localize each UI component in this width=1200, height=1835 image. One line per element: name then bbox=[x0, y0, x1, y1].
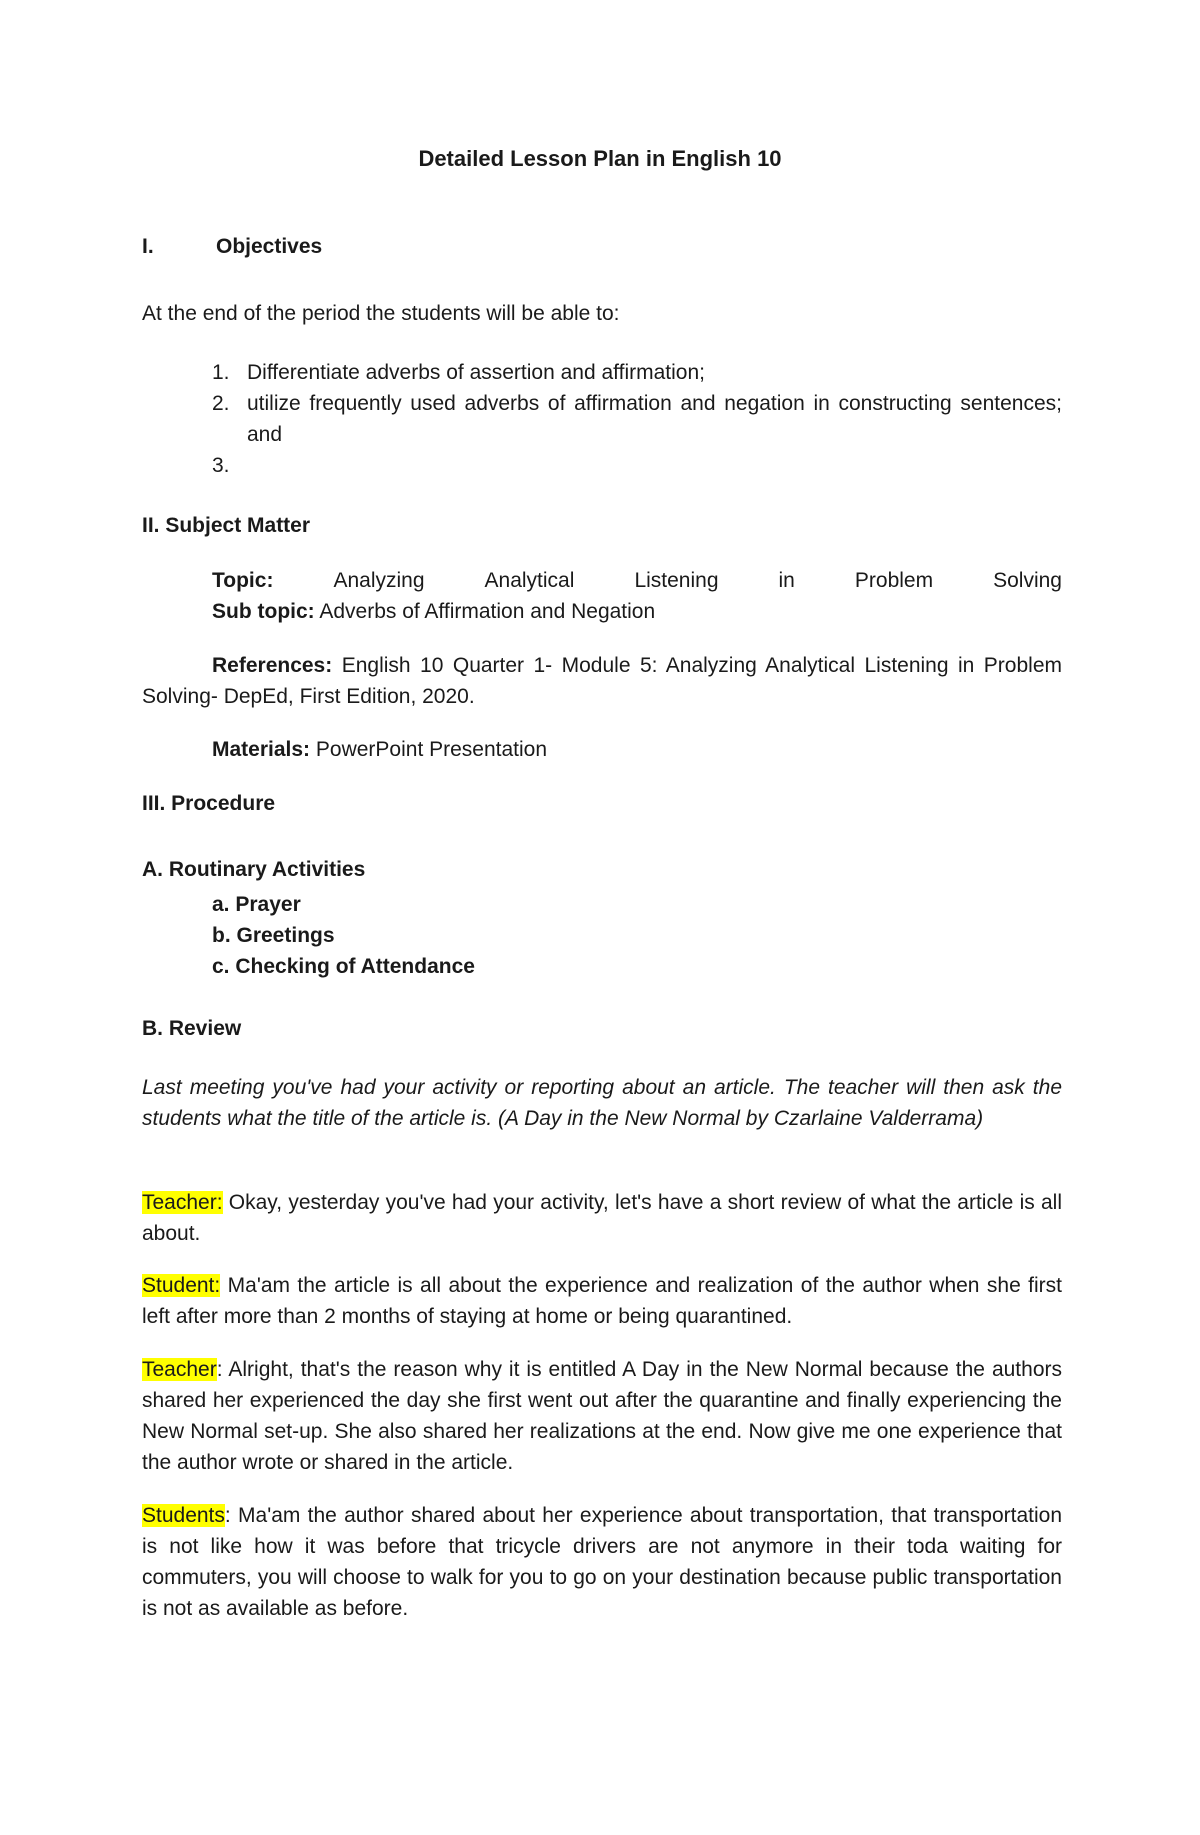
objective-item-text: Differentiate adverbs of assertion and affirmation; bbox=[247, 361, 705, 384]
subtopic-value: Adverbs of Affirmation and Negation bbox=[319, 600, 656, 623]
routinary-item-attendance: c. Checking of Attendance bbox=[212, 955, 475, 978]
review-heading: B. Review bbox=[142, 1017, 242, 1040]
review-intro: Last meeting you've had your activity or reporting about an article. The teacher will then ask the students what the title of the article is. (A Day in the New Normal by Czarlaine Valderrama) bbox=[142, 1076, 1062, 1130]
topic-word: Analyzing bbox=[333, 569, 425, 592]
speaker-highlight: Teacher bbox=[142, 1358, 217, 1381]
objective-item-number: 1. bbox=[212, 361, 230, 384]
objectives-heading bbox=[142, 231, 1062, 262]
materials-value: PowerPoint Presentation bbox=[315, 738, 548, 761]
speaker-highlight: Students bbox=[142, 1504, 225, 1527]
dialogue-text: Okay, yesterday you've had your activity, let's have a short review of what the article is all about. bbox=[142, 1191, 1062, 1245]
dialogue-teacher-1 bbox=[142, 1187, 1062, 1249]
topic-word: Solving bbox=[993, 569, 1062, 592]
dialogue-teacher-2 bbox=[142, 1354, 1062, 1478]
subtopic-label: Sub topic: bbox=[212, 600, 315, 623]
objective-item-text: utilize frequently used adverbs of affirmation and negation in constructing sentences; and bbox=[247, 392, 1062, 446]
topic-word: Listening bbox=[634, 569, 719, 592]
dialogue-text: : Alright, that's the reason why it is entitled A Day in the New Normal because the authors shared her experienced the day she first went out after the quarantine and finally experiencing the New Normal set-up. She also shared her realizations at the end. Now give me one experience that the author wrote or shared in the article. bbox=[142, 1358, 1062, 1474]
procedure-heading: III. Procedure bbox=[142, 792, 276, 815]
subject-matter-heading: II. Subject Matter bbox=[142, 514, 311, 537]
objectives-numeral: I. bbox=[142, 235, 154, 258]
references-label: References: bbox=[212, 654, 333, 677]
objective-item-number: 3. bbox=[212, 454, 230, 477]
objective-item-2 bbox=[212, 388, 1062, 450]
dialogue-text: Ma'am the article is all about the experience and realization of the author when she first left after more than 2 months of staying at home or being quarantined. bbox=[142, 1274, 1062, 1328]
routinary-item-greetings: b. Greetings bbox=[212, 924, 335, 947]
objectives-heading-text: Objectives bbox=[216, 235, 323, 258]
topic-word: Analytical bbox=[484, 569, 575, 592]
dialogue-student-1 bbox=[142, 1270, 1062, 1332]
subtopic-line bbox=[212, 596, 1062, 627]
speaker-highlight: Teacher: bbox=[142, 1191, 223, 1214]
routinary-item-prayer: a. Prayer bbox=[212, 893, 301, 916]
routinary-heading: A. Routinary Activities bbox=[142, 858, 366, 881]
objectives-intro: At the end of the period the students will be able to: bbox=[142, 302, 620, 325]
materials-line bbox=[212, 734, 1062, 765]
materials-label: Materials: bbox=[212, 738, 311, 761]
dialogue-text: : Ma'am the author shared about her experience about transportation, that transportation is not like how it was before that tricycle drivers are not anymore in their toda waiting for commuters, you will choose to walk for you to go on your destination because public transportation is not as available as before. bbox=[142, 1504, 1062, 1620]
topic-label: Topic: bbox=[212, 569, 274, 592]
speaker-highlight: Student: bbox=[142, 1274, 221, 1297]
topic-line bbox=[212, 565, 1062, 596]
topic-word: in bbox=[778, 569, 795, 592]
topic-word: Problem bbox=[854, 569, 934, 592]
references-value: English 10 Quarter 1- Module 5: Analyzing Analytical Listening in Problem Solving- DepEd, First Edition, 2020. bbox=[142, 654, 1062, 708]
document-title: Detailed Lesson Plan in English 10 bbox=[418, 146, 782, 171]
dialogue-students-1 bbox=[142, 1500, 1062, 1624]
references-paragraph bbox=[142, 650, 1062, 712]
objective-item-1 bbox=[212, 357, 1062, 388]
objective-item-number: 2. bbox=[212, 392, 230, 415]
